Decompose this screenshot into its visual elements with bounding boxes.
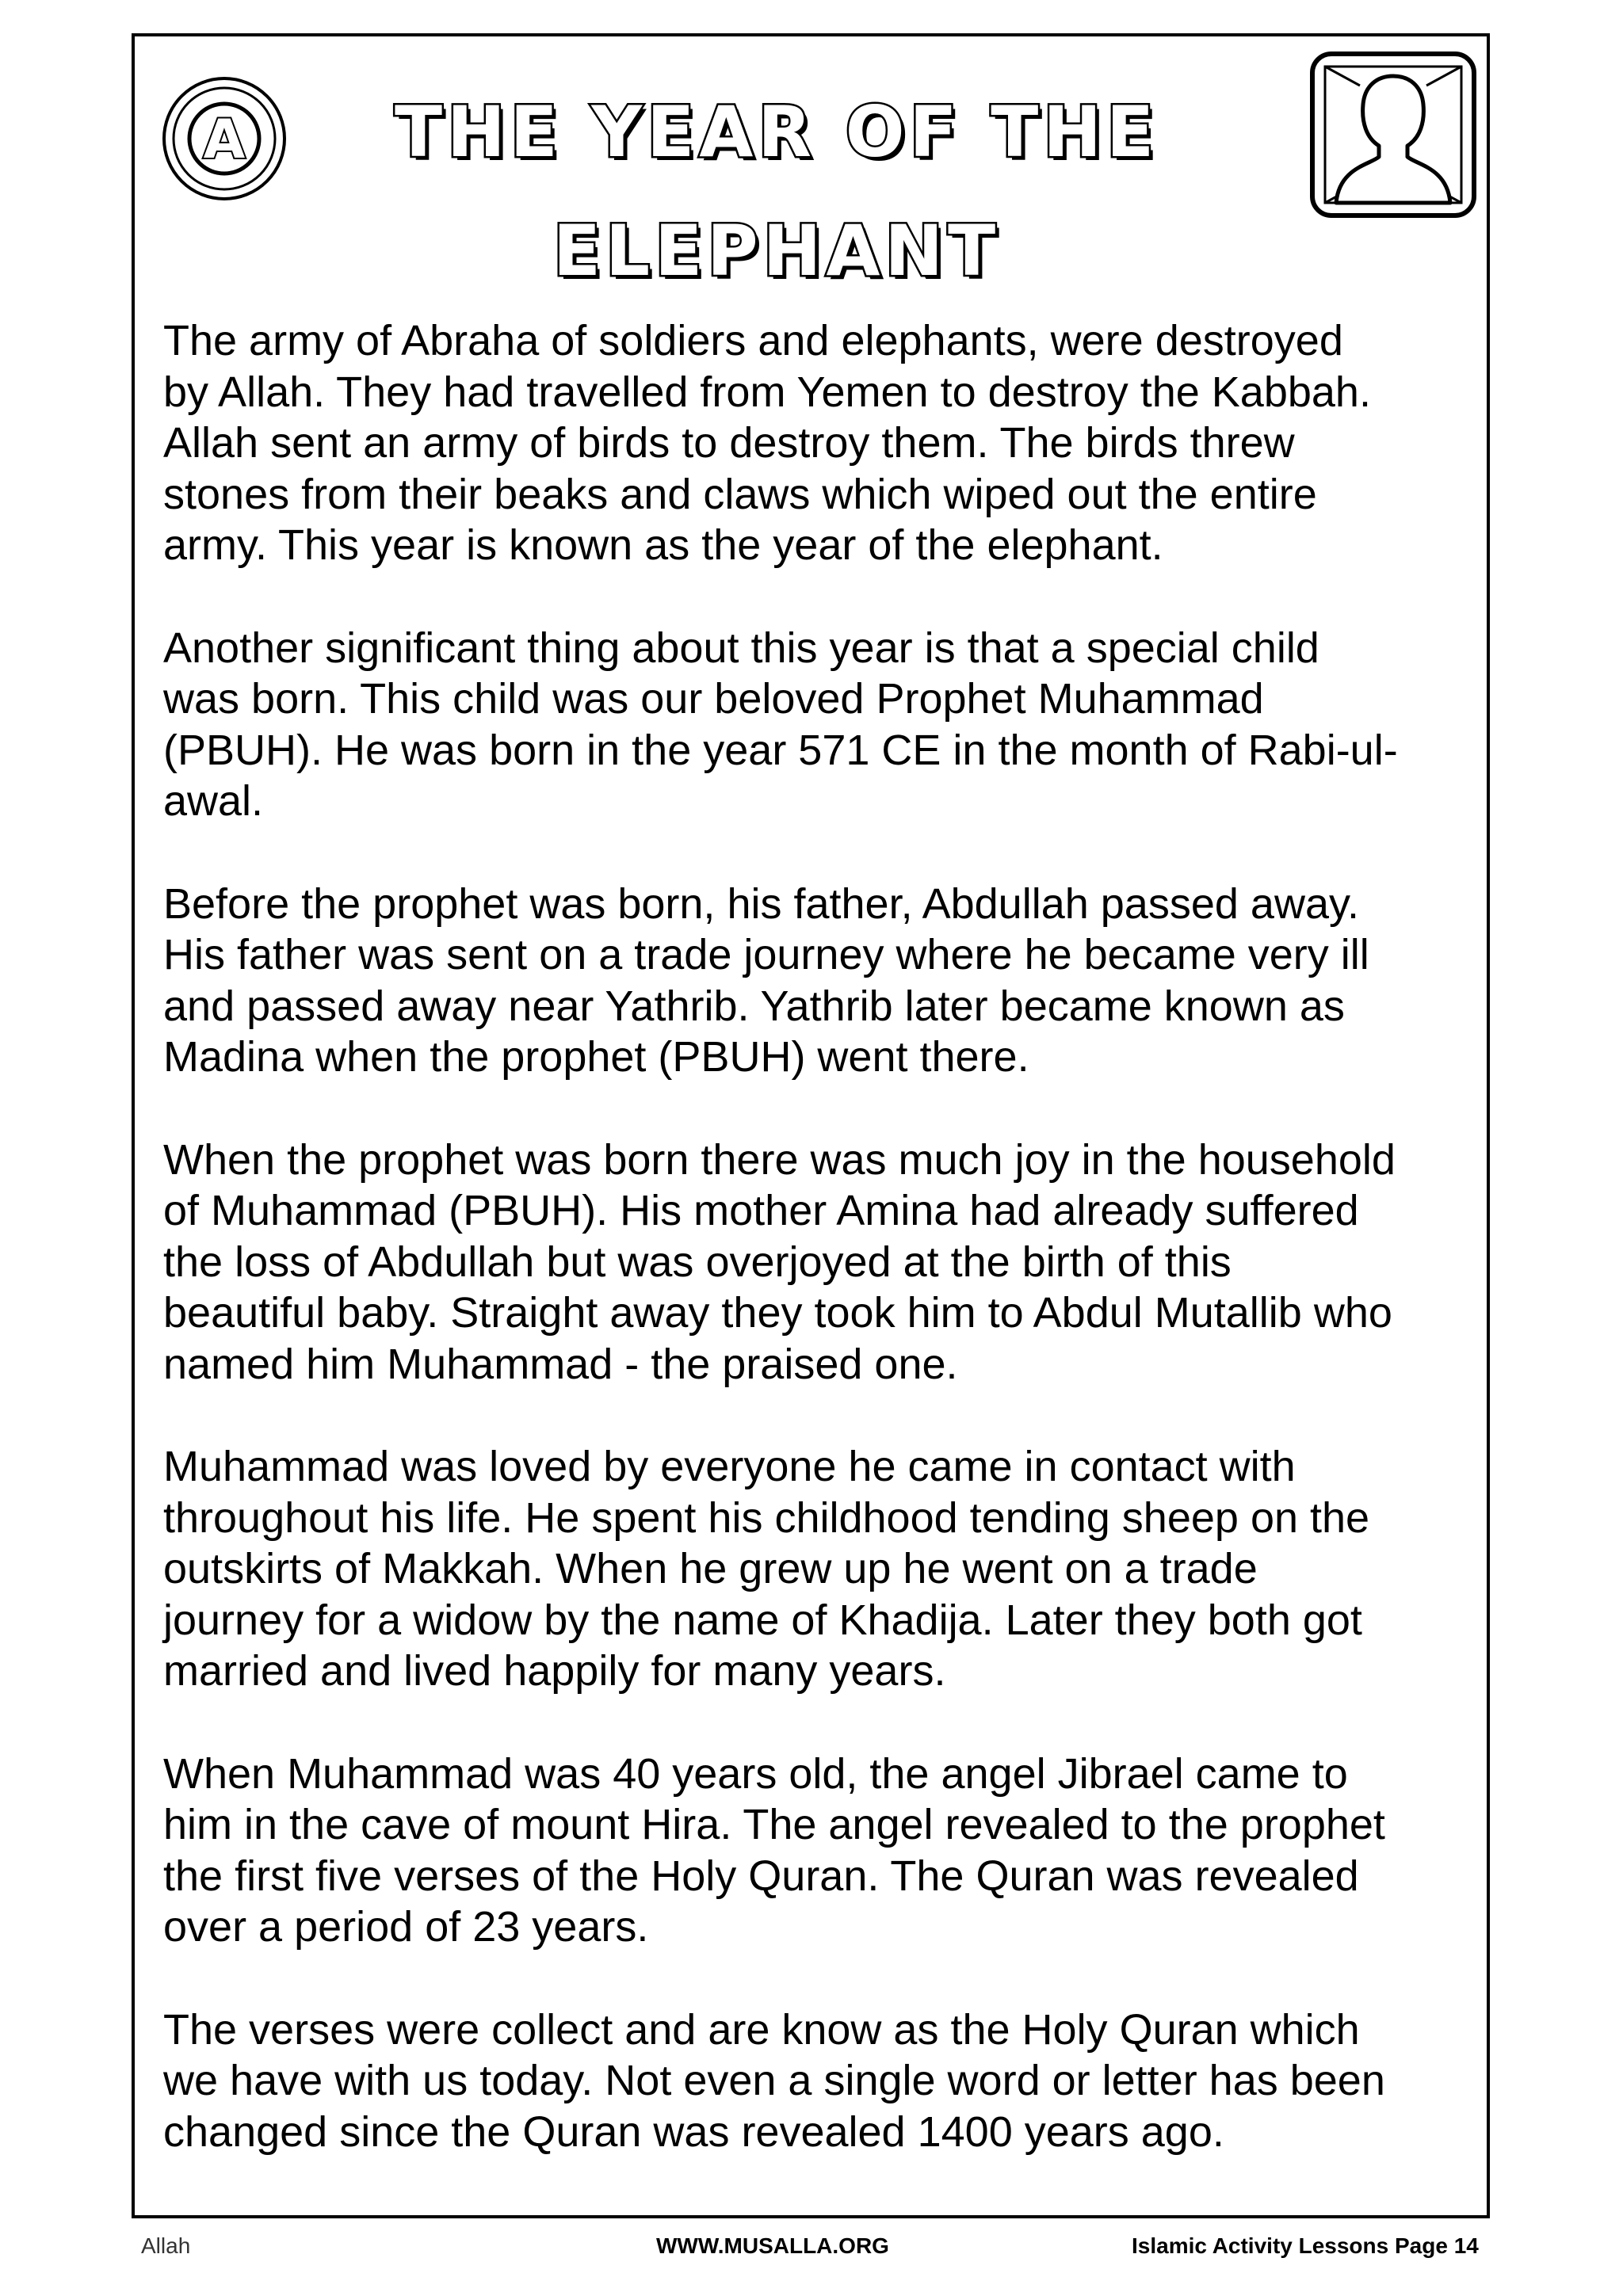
paragraph: Before the prophet was born, his father, Abdullah passed away. His father was sent on a trade journey where he became very ill and passed away near Yathrib. Yathrib later became known as Madina when the prophet (PBUH) went there. — [163, 879, 1369, 1081]
person-silhouette-icon — [1308, 49, 1479, 220]
paragraph: Muhammad was loved by everyone he came in contact with throughout his life. He spent his childhood tending sheep on the outskirts of Makkah. When he grew up he went on a trade journey for a widow by the name of Khadija. Later they both got married and lived happily for many years. — [163, 1443, 1370, 1695]
paragraph: The army of Abraha of soldiers and elephants, were destroyed by Allah. They had travelled from Yemen to destroy the Kabbah. Allah sent an army of birds to destroy them. The birds threw stones from their beaks and claws which wiped out the entire army. This year is known as the year of the elephant. — [163, 317, 1371, 570]
footer-page-label: Islamic Activity Lessons Page 14 — [1132, 2233, 1479, 2258]
letter-a-badge-icon — [161, 75, 288, 202]
page-title: THE YEAR OF THE ELEPHANT — [394, 91, 1159, 292]
footer-left-text: Allah — [141, 2233, 191, 2258]
paragraph: When Muhammad was 40 years old, the angel Jibrael came to him in the cave of mount Hira. The angel revealed to the prophet the first five verses of the Holy Quran. The Quran was revealed over a period of 23 years. — [163, 1749, 1385, 1951]
article-body — [163, 315, 1479, 2209]
footer-website: WWW.MUSALLA.ORG — [656, 2233, 889, 2258]
paragraph: Another significant thing about this year is that a special child was born. This child was our beloved Prophet Muhammad (PBUH). He was born in the year 571 CE in the month of Rabi-ul- awal. — [163, 624, 1398, 826]
badge-letter: A — [203, 109, 246, 171]
paragraph: The verses were collect and are know as the Holy Quran which we have with us today. Not even a single word or letter has been changed since the Quran was revealed 1400 years ago. — [163, 2005, 1385, 2156]
paragraph: When the prophet was born there was much joy in the household of Muhammad (PBUH). His mother Amina had already suffered the loss of Abdullah but was overjoyed at the birth of this beautiful baby. Straight away they took him to Abdul Mutallib who named him Muhammad - the praised one. — [163, 1135, 1396, 1388]
